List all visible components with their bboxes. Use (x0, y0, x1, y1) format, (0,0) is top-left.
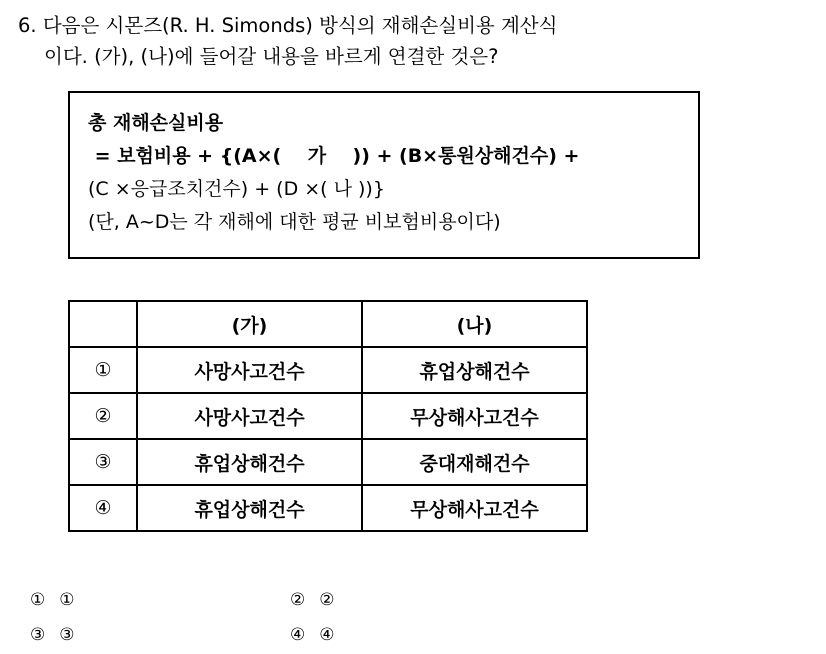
answer-option-4[interactable] (290, 625, 550, 645)
formula-line-4: (단, A~D는 각 재해에 대한 평균 비보험비용이다) (88, 211, 501, 233)
table-cell-ga: 사망사고건수 (137, 347, 362, 393)
formula-line-2: = 보험비용 + {(A×( 가 )) + (B×통원상해건수) + (88, 145, 580, 167)
table-cell-ga: 휴업상해건수 (137, 439, 362, 485)
table-cell-ga: 사망사고건수 (137, 393, 362, 439)
answer-label-4: ④ (319, 624, 335, 645)
table-header-row (69, 301, 587, 347)
question-text-line-1: 다음은 시몬즈(R. H. Simonds) 방식의 재해손실비용 계산식 (42, 14, 558, 37)
table-header-blank (69, 301, 137, 347)
table-row[interactable] (69, 439, 587, 485)
answer-mark-3: ③ (30, 624, 46, 645)
answer-row-2 (30, 617, 550, 652)
table-header-ga: (가) (137, 301, 362, 347)
answer-options (30, 582, 550, 652)
question-line-1 (18, 10, 808, 41)
answer-label-2: ② (319, 589, 335, 610)
answer-option-1[interactable] (30, 590, 290, 610)
table-row-number: ③ (69, 439, 137, 485)
table-cell-ga: 휴업상해건수 (137, 485, 362, 531)
answer-row-1 (30, 582, 550, 617)
answer-mark-1: ① (30, 589, 46, 610)
table-cell-na: 무상해사고건수 (362, 393, 587, 439)
answer-label-1: ① (59, 589, 75, 610)
formula-line-1: 총 재해손실비용 (88, 112, 224, 134)
table-row-number: ① (69, 347, 137, 393)
question-stem (18, 10, 808, 72)
answer-option-3[interactable] (30, 625, 290, 645)
choices-table (68, 300, 588, 532)
formula-line-3: (C ×응급조치건수) + (D ×( 나 ))} (88, 178, 385, 200)
table-row[interactable] (69, 347, 587, 393)
table-cell-na: 휴업상해건수 (362, 347, 587, 393)
table-row[interactable] (69, 485, 587, 531)
answer-option-2[interactable] (290, 590, 550, 610)
formula-box (68, 91, 700, 259)
table-cell-na: 무상해사고건수 (362, 485, 587, 531)
table-header-na: (나) (362, 301, 587, 347)
answer-label-3: ③ (59, 624, 75, 645)
question-text-line-2: 이다. (가), (나)에 들어갈 내용을 바르게 연결한 것은? (44, 45, 499, 68)
table-row-number: ④ (69, 485, 137, 531)
answer-mark-2: ② (290, 589, 306, 610)
table-cell-na: 중대재해건수 (362, 439, 587, 485)
question-number: 6. (18, 14, 37, 37)
answer-mark-4: ④ (290, 624, 306, 645)
table-row[interactable] (69, 393, 587, 439)
table-row-number: ② (69, 393, 137, 439)
